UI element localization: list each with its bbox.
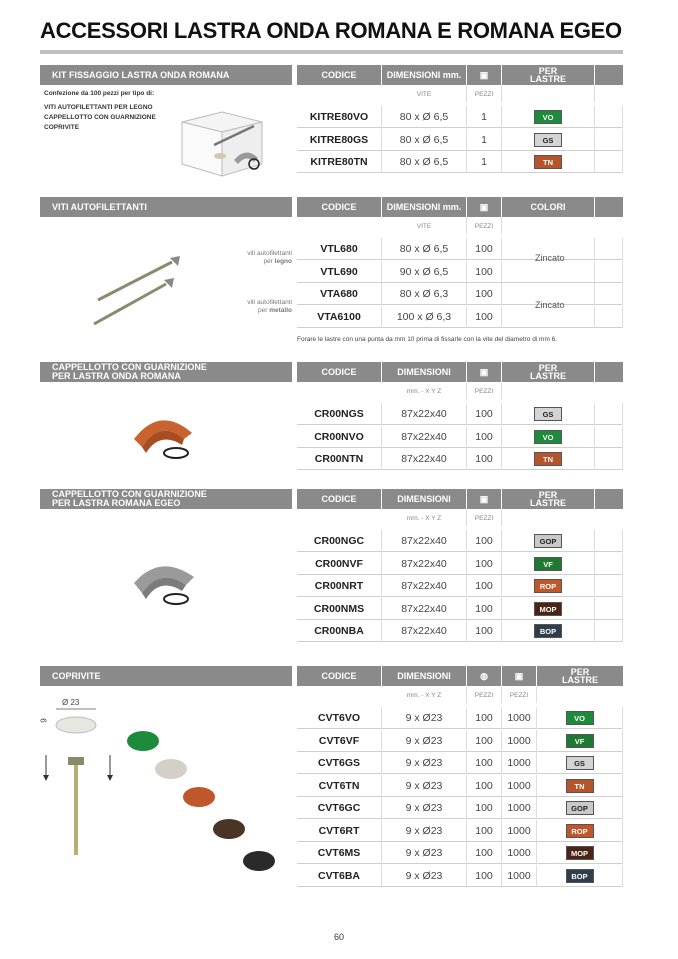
box-icon: ▣ [467, 65, 502, 85]
label-legno: viti autofilettanti per legno [247, 250, 292, 265]
viti-subheader [297, 218, 623, 234]
color-badge-cell [502, 151, 595, 173]
table-row [297, 707, 623, 729]
product-code: CVT6TN [297, 775, 382, 797]
table-row [297, 151, 623, 173]
empty-cell [595, 448, 623, 470]
col-code: CODICE [297, 362, 382, 382]
viti-column-header [297, 197, 623, 217]
col-dim: DIMENSIONI mm. [382, 197, 467, 217]
quantity: 100 [467, 865, 502, 887]
color-badge-cell [502, 598, 595, 620]
color-badge-cell [502, 575, 595, 597]
dimension: 9 x Ø23 [382, 707, 467, 729]
empty-cell [595, 598, 623, 620]
product-code: CVT6GC [297, 797, 382, 819]
empty-cell [595, 620, 623, 642]
color-badge-cell [502, 106, 595, 128]
box-icon: ▣ [502, 666, 537, 686]
col-per-lastre: PER LASTRE [562, 667, 598, 685]
sub-pezzi: PEZZI [467, 510, 502, 526]
capp1-image [130, 405, 200, 465]
color-badge: GOP [534, 534, 562, 548]
color-badge: ROP [534, 579, 562, 593]
color-badge: GOP [566, 801, 594, 815]
color-badge: GS [566, 756, 594, 770]
kit-info-line: Confezione da 100 pezzi per tipo di: [44, 90, 155, 97]
quantity: 100 [467, 553, 502, 575]
quantity: 1 [467, 151, 502, 173]
dimension: 87x22x40 [382, 598, 467, 620]
table-row [297, 842, 623, 864]
sub-pezzi: PEZZI [467, 383, 502, 399]
product-code: CVT6VO [297, 707, 382, 729]
quantity: 100 [467, 426, 502, 448]
color-cell [502, 261, 595, 283]
dimension: 100 x Ø 6,3 [382, 306, 467, 328]
empty-cell [595, 106, 623, 128]
color-badge-cell [537, 752, 623, 774]
empty-cell [595, 403, 623, 425]
empty-cell [595, 530, 623, 552]
color-badge-cell [502, 448, 595, 470]
quantity-box: 1000 [502, 820, 537, 842]
color-badge-cell [502, 530, 595, 552]
product-code: CVT6GS [297, 752, 382, 774]
page-number: 60 [333, 932, 344, 942]
quantity: 100 [467, 775, 502, 797]
table-row [297, 238, 623, 260]
table-row [297, 730, 623, 752]
table-row [297, 598, 623, 620]
capp1-header: CAPPELLOTTO CON GUARNIZIONE PER LASTRA ONDA ROMANA [40, 362, 292, 382]
quantity: 100 [467, 797, 502, 819]
quantity: 100 [467, 283, 502, 305]
dimension: 80 x Ø 6,5 [382, 151, 467, 173]
color-badge: TN [534, 155, 562, 169]
color-badge: GS [534, 133, 562, 147]
empty-cell [595, 238, 623, 260]
color-badge-cell [537, 730, 623, 752]
product-code: KITRE80VO [297, 106, 382, 128]
table-row [297, 865, 623, 887]
quantity-box: 1000 [502, 707, 537, 729]
color-badge-cell [537, 797, 623, 819]
color-badge-cell [537, 775, 623, 797]
dimension: 80 x Ø 6,5 [382, 129, 467, 151]
kit-info [44, 89, 156, 133]
color-badge: VF [534, 557, 562, 571]
empty-cell [595, 261, 623, 283]
product-code: CR00NVO [297, 426, 382, 448]
color-badge: TN [566, 779, 594, 793]
empty-cell [595, 283, 623, 305]
page-title: ACCESSORI LASTRA ONDA ROMANA E ROMANA EGEO [40, 18, 622, 43]
table-row [297, 775, 623, 797]
viti-header: VITI AUTOFILETTANTI [40, 197, 292, 217]
col-empty [595, 197, 623, 217]
product-code: CR00NGC [297, 530, 382, 552]
copri-header: COPRIVITE [40, 666, 292, 686]
quantity: 100 [467, 730, 502, 752]
height-label: 9 [39, 718, 49, 723]
capp2-header: CAPPELLOTTO CON GUARNIZIONE PER LASTRA ROMANA EGEO [40, 489, 292, 509]
col-code: CODICE [297, 197, 382, 217]
screws-image [88, 250, 188, 330]
label-metallo: viti autofilettanti per metallo [247, 299, 292, 314]
sub-vite: VITE [382, 218, 467, 234]
color-badge: VO [534, 110, 562, 124]
sub-dim: mm. - X Y Z [382, 383, 467, 399]
sub-pezzi: PEZZI [502, 687, 537, 703]
dimension: 87x22x40 [382, 553, 467, 575]
quantity: 100 [467, 752, 502, 774]
color-badge-cell [537, 820, 623, 842]
quantity: 100 [467, 261, 502, 283]
sub-pezzi: PEZZI [467, 687, 502, 703]
table-row [297, 752, 623, 774]
color-badge-cell [502, 403, 595, 425]
product-code: KITRE80GS [297, 129, 382, 151]
capp2-column-header [297, 489, 623, 509]
kit-info-line: CAPPELLOTTO CON GUARNIZIONE [44, 114, 156, 121]
table-row [297, 129, 623, 151]
product-code: CVT6VF [297, 730, 382, 752]
quantity: 100 [467, 620, 502, 642]
table-row [297, 620, 623, 642]
copri-subheader [297, 687, 623, 703]
dimension: 9 x Ø23 [382, 775, 467, 797]
empty-cell [595, 129, 623, 151]
dimension: 87x22x40 [382, 530, 467, 552]
quantity: 100 [467, 530, 502, 552]
product-code: KITRE80TN [297, 151, 382, 173]
dimension: 9 x Ø23 [382, 865, 467, 887]
table-row [297, 106, 623, 128]
sub-pezzi: PEZZI [467, 86, 502, 102]
dimension: 9 x Ø23 [382, 820, 467, 842]
color-badge-cell [537, 865, 623, 887]
dimension: 87x22x40 [382, 575, 467, 597]
product-code: CR00NBA [297, 620, 382, 642]
product-code: CR00NMS [297, 598, 382, 620]
color-badge: MOP [566, 846, 594, 860]
capp2-subheader [297, 510, 623, 526]
kit-column-header [297, 65, 623, 85]
product-code: VTL680 [297, 238, 382, 260]
sub-viti: VITE [382, 86, 467, 102]
color-badge: MOP [534, 602, 562, 616]
color-badge-cell [502, 129, 595, 151]
title-rule [40, 50, 623, 54]
quantity: 100 [467, 448, 502, 470]
color-badge-cell [502, 426, 595, 448]
table-row [297, 797, 623, 819]
box-icon: ▣ [467, 197, 502, 217]
kit-header: KIT FISSAGGIO LASTRA ONDA ROMANA [40, 65, 292, 85]
quantity: 100 [467, 820, 502, 842]
kit-subheader [297, 86, 623, 102]
dimension: 87x22x40 [382, 448, 467, 470]
col-empty [595, 65, 623, 85]
dimension: 90 x Ø 6,5 [382, 261, 467, 283]
capp1-column-header [297, 362, 623, 382]
col-code: CODICE [297, 489, 382, 509]
dimension: 87x22x40 [382, 426, 467, 448]
product-code: CR00NTN [297, 448, 382, 470]
dimension: 80 x Ø 6,5 [382, 106, 467, 128]
quantity-box: 1000 [502, 842, 537, 864]
col-colori: COLORI [502, 197, 595, 217]
color-badge-cell [502, 553, 595, 575]
table-row [297, 261, 623, 283]
empty-cell [595, 553, 623, 575]
quantity: 100 [467, 575, 502, 597]
product-code: VTA680 [297, 283, 382, 305]
color-badge: VO [566, 711, 594, 725]
empty-cell [595, 426, 623, 448]
color-badge: GS [534, 407, 562, 421]
quantity-box: 1000 [502, 775, 537, 797]
table-row [297, 426, 623, 448]
sub-blank [502, 86, 595, 102]
col-code: CODICE [297, 65, 382, 85]
color-badge-cell [537, 842, 623, 864]
dimension: 80 x Ø 6,5 [382, 238, 467, 260]
box-icon: ▣ [467, 362, 502, 382]
dimension: 87x22x40 [382, 403, 467, 425]
copri-column-header [297, 666, 623, 686]
table-row [297, 820, 623, 842]
table-row [297, 575, 623, 597]
quantity: 100 [467, 403, 502, 425]
empty-cell [595, 575, 623, 597]
table-row [297, 448, 623, 470]
product-code: CVT6MS [297, 842, 382, 864]
quantity: 100 [467, 598, 502, 620]
coprivite-image [38, 705, 278, 875]
zinc-label-2: Zincato [535, 300, 565, 310]
empty-cell [595, 151, 623, 173]
kit-info-line: COPRIVITE [44, 124, 80, 131]
col-empty [595, 362, 623, 382]
col-per-lastre: PER LASTRE [502, 489, 595, 509]
bag-icon: ◍ [467, 666, 502, 686]
color-badge: BOP [566, 869, 594, 883]
col-per-lastre: PER LASTRE [502, 362, 595, 382]
quantity-box: 1000 [502, 752, 537, 774]
table-row [297, 283, 623, 305]
color-badge: BOP [534, 624, 562, 638]
color-badge-cell [537, 707, 623, 729]
col-dim: DIMENSIONI [382, 489, 467, 509]
table-row [297, 553, 623, 575]
color-badge-cell [502, 620, 595, 642]
color-badge: TN [534, 452, 562, 466]
dimension: 9 x Ø23 [382, 842, 467, 864]
dimension: 9 x Ø23 [382, 797, 467, 819]
product-code: CR00NVF [297, 553, 382, 575]
quantity: 100 [467, 306, 502, 328]
dimension: 9 x Ø23 [382, 752, 467, 774]
capp1-subheader [297, 383, 623, 399]
sub-dim: mm. - X Y Z [382, 510, 467, 526]
dimension: 80 x Ø 6,3 [382, 283, 467, 305]
dimension: 87x22x40 [382, 620, 467, 642]
col-dim: DIMENSIONI [382, 666, 467, 686]
table-row [297, 530, 623, 552]
quantity-box: 1000 [502, 797, 537, 819]
quantity: 100 [467, 238, 502, 260]
sub-dim: mm. - X Y Z [382, 687, 467, 703]
color-badge: VF [566, 734, 594, 748]
kit-info-line: VITI AUTOFILETTANTI PER LEGNO [44, 104, 153, 111]
quantity: 1 [467, 106, 502, 128]
capp2-image [130, 555, 200, 610]
color-badge: ROP [566, 824, 594, 838]
product-code: CR00NGS [297, 403, 382, 425]
product-code: CVT6RT [297, 820, 382, 842]
product-code: CVT6BA [297, 865, 382, 887]
table-row [297, 306, 623, 328]
quantity-box: 1000 [502, 865, 537, 887]
color-badge: VO [534, 430, 562, 444]
dimension: 9 x Ø23 [382, 730, 467, 752]
table-row [297, 403, 623, 425]
quantity-box: 1000 [502, 730, 537, 752]
sub-pezzi: PEZZI [467, 218, 502, 234]
product-code: CR00NRT [297, 575, 382, 597]
quantity: 100 [467, 707, 502, 729]
col-per-lastre: PER LASTRE [502, 65, 595, 85]
diameter-label: Ø 23 [62, 698, 80, 707]
col-empty [595, 489, 623, 509]
viti-note: Forare le lastre con una punta da mm 10 prima di fissarle con la vite del diametro di mm 6. [297, 336, 558, 343]
quantity: 1 [467, 129, 502, 151]
kit-box-image [162, 100, 282, 180]
empty-cell [595, 306, 623, 328]
box-icon: ▣ [467, 489, 502, 509]
col-code: CODICE [297, 666, 382, 686]
product-code: VTL690 [297, 261, 382, 283]
col-dim: DIMENSIONI mm. [382, 65, 467, 85]
zinc-label-1: Zincato [535, 253, 565, 263]
quantity: 100 [467, 842, 502, 864]
product-code: VTA6100 [297, 306, 382, 328]
col-dim: DIMENSIONI [382, 362, 467, 382]
